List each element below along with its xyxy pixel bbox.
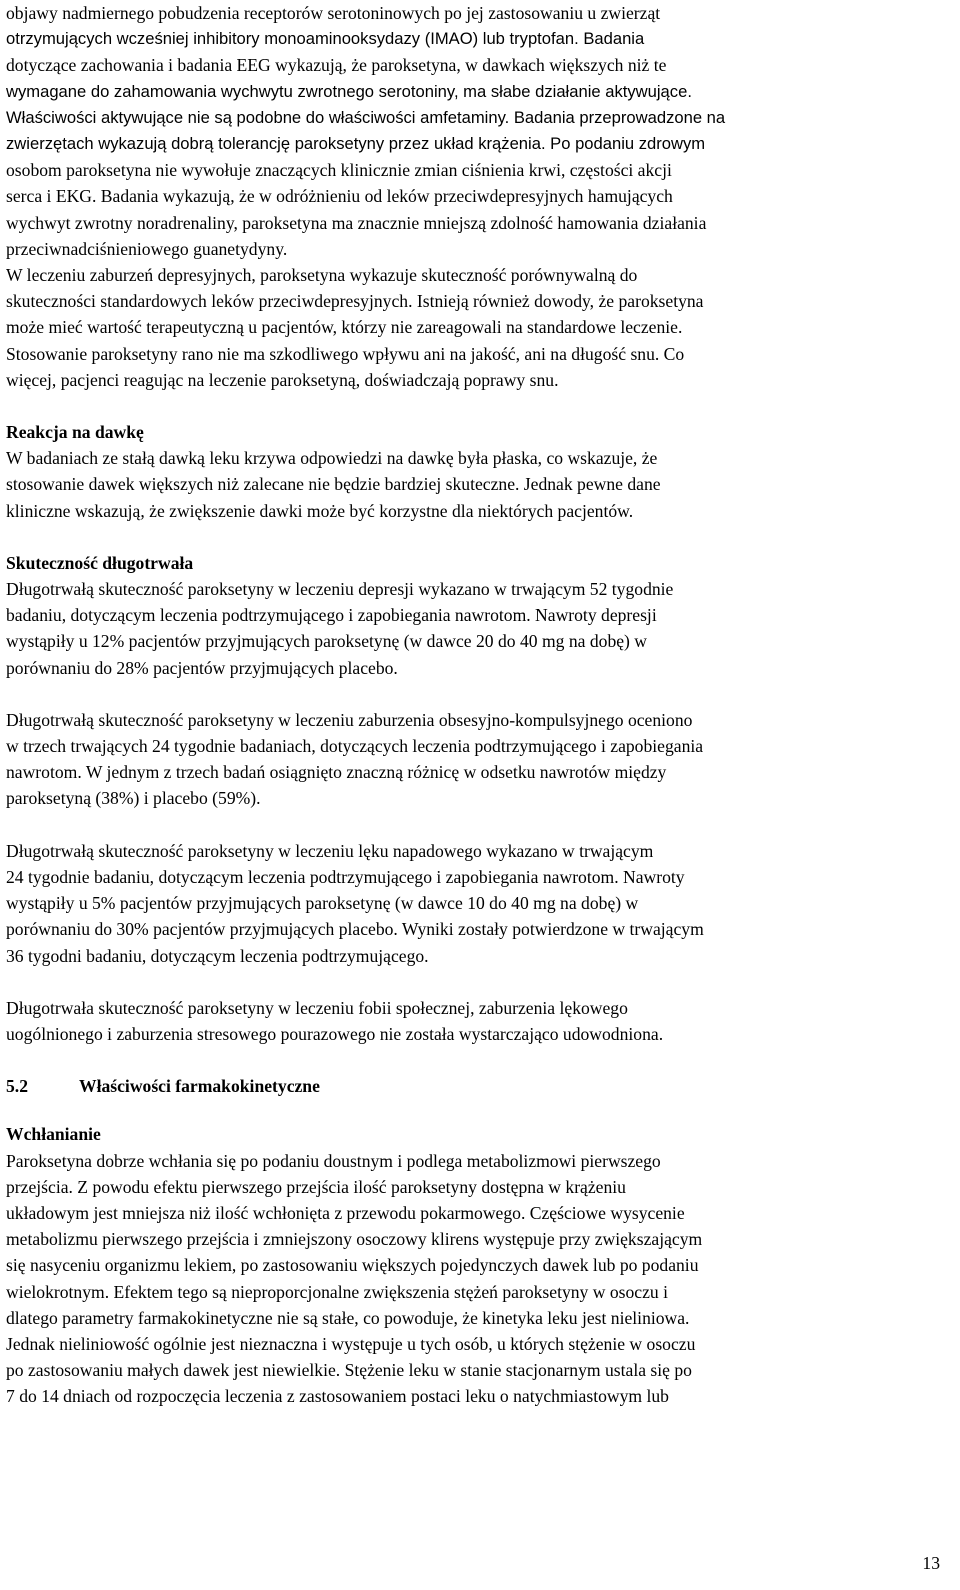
text-line: Długotrwała skuteczność paroksetyny w leczeniu fobii społecznej, zaburzenia lękowego <box>6 997 628 1018</box>
document-page <box>6 0 954 1410</box>
text-line: kliniczne wskazują, że zwiększenie dawki może być korzystne dla niektórych pacjentów. <box>6 500 634 521</box>
section-heading: Skuteczność długotrwała <box>6 552 194 573</box>
text-line: porównaniu do 28% pacjentów przyjmujących placebo. <box>6 657 398 678</box>
text-line: W badaniach ze stałą dawką leku krzywa odpowiedzi na dawkę była płaska, co wskazuje, że <box>6 448 658 469</box>
text-line: zwierzętach wykazują dobrą tolerancję paroksetyny przez układ krążenia. Po podaniu zdrowym <box>6 134 706 154</box>
text-line: Długotrwałą skuteczność paroksetyny w leczeniu depresji wykazano w trwającym 52 tygodnie <box>6 579 674 600</box>
text-line: dlatego parametry farmakokinetyczne nie są stałe, co powoduje, że kinetyka leku jest nieliniowa. <box>6 1307 690 1328</box>
text-line: wystąpiły u 12% pacjentów przyjmujących paroksetynę (w dawce 20 do 40 mg na dobę) w <box>6 631 648 652</box>
text-line: porównaniu do 30% pacjentów przyjmujących placebo. Wyniki zostały potwierdzone w trwającym <box>6 919 704 940</box>
text-line: serca i EKG. Badania wykazują, że w odróżnieniu od leków przeciwdepresyjnych hamujących <box>6 186 673 207</box>
text-line: stosowanie dawek większych niż zalecane nie będzie bardziej skuteczne. Jednak pewne dane <box>6 474 661 495</box>
dose-response-section <box>6 419 954 524</box>
text-line: 7 do 14 dniach od rozpoczęcia leczenia z zastosowaniem postaci leku o natychmiastowym lub <box>6 1386 669 1407</box>
spacer <box>6 1099 954 1121</box>
text-line: Paroksetyna dobrze wchłania się po podaniu doustnym i podlega metabolizmowi pierwszego <box>6 1150 661 1171</box>
spacer <box>6 1047 954 1073</box>
text-line: metabolizmu pierwszego przejścia i zmniejszony osoczowy klirens występuje przy zwiększającym <box>6 1229 703 1250</box>
text-line: otrzymujących wcześniej inhibitory monoaminooksydazy (IMAO) lub tryptofan. Badania <box>6 29 645 49</box>
text-line: przeciwnadciśnieniowego guanetydyny. <box>6 238 288 259</box>
text-line: 36 tygodni badaniu, dotyczącym leczenia podtrzymującego. <box>6 945 429 966</box>
spacer <box>6 681 954 707</box>
long-term-section <box>6 550 954 1047</box>
text-line: Długotrwałą skuteczność paroksetyny w leczeniu zaburzenia obsesyjno-kompulsyjnego oceniono <box>6 709 693 730</box>
text-line: uogólnionego i zaburzenia stresowego pourazowego nie została wystarczająco udowodniona. <box>6 1023 664 1044</box>
text-line: w trzech trwających 24 tygodnie badaniach, dotyczących leczenia podtrzymującego i zapobiegania <box>6 736 704 757</box>
text-line: się nasyceniu organizmu lekiem, po zastosowaniu większych pojedynczych dawek lub po podaniu <box>6 1255 699 1276</box>
spacer <box>6 812 954 838</box>
text-line: nawrotom. W jednym z trzech badań osiągnięto znaczną różnicę w odsetku nawrotów między <box>6 762 667 783</box>
spacer <box>6 969 954 995</box>
text-line: wystąpiły u 5% pacjentów przyjmujących paroksetynę (w dawce 10 do 40 mg na dobę) w <box>6 893 639 914</box>
section-heading: Reakcja na dawkę <box>6 422 144 443</box>
page-number: 13 <box>922 1553 940 1573</box>
text-line: skuteczności standardowych leków przeciwdepresyjnych. Istnieją również dowody, że paroksetyna <box>6 291 704 312</box>
spacer <box>6 393 954 419</box>
text-line: W leczeniu zaburzeń depresyjnych, paroksetyna wykazuje skuteczność porównywalną do <box>6 265 638 286</box>
text-line: badaniu, dotyczącym leczenia podtrzymującego i zapobiegania nawrotom. Nawroty depresji <box>6 605 657 626</box>
intro-paragraph <box>6 0 954 393</box>
text-line: wychwyt zwrotny noradrenaliny, paroksetyna ma znacznie mniejszą zdolność hamowania działania <box>6 212 707 233</box>
absorption-section <box>6 1121 954 1409</box>
section-heading: Wchłanianie <box>6 1124 101 1145</box>
text-line: Stosowanie paroksetyny rano nie ma szkodliwego wpływu ani na jakość, ani na długość snu. Co <box>6 343 685 364</box>
text-line: dotyczące zachowania i badania EEG wykazują, że paroksetyna, w dawkach większych niż te <box>6 55 667 76</box>
text-line: Właściwości aktywujące nie są podobne do właściwości amfetaminy. Badania przeprowadzone na <box>6 107 726 127</box>
text-line: Długotrwałą skuteczność paroksetyny w leczeniu lęku napadowego wykazano w trwającym <box>6 840 654 861</box>
text-line: osobom paroksetyna nie wywołuje znaczących klinicznie zmian ciśnienia krwi, częstości akcji <box>6 160 672 181</box>
text-line: 24 tygodnie badaniu, dotyczącym leczenia podtrzymującego i zapobiegania nawrotom. Nawroty <box>6 866 685 887</box>
spacer <box>6 524 954 550</box>
text-line: paroksetyną (38%) i placebo (59%). <box>6 788 261 809</box>
section-number: 5.2 <box>6 1076 28 1097</box>
text-line: wielokrotnym. Efektem tego są nieproporcjonalne zwiększenia stężeń paroksetyny w osoczu i <box>6 1281 668 1302</box>
text-line: więcej, pacjenci reagując na leczenie paroksetyną, doświadczają poprawy snu. <box>6 369 559 390</box>
text-line: może mieć wartość terapeutyczną u pacjentów, którzy nie zareagowali na standardowe leczenie. <box>6 317 683 338</box>
text-line: układowym jest mniejsza niż ilość wchłonięta z przewodu pokarmowego. Częściowe wysycenie <box>6 1202 685 1223</box>
text-line: objawy nadmiernego pobudzenia receptorów serotoninowych po jej zastosowaniu u zwierząt <box>6 3 661 23</box>
section-title: Właściwości farmakokinetyczne <box>79 1076 320 1097</box>
text-line: Jednak nieliniowość ogólnie jest nieznaczna i występuje u tych osób, u których stężenie w osoczu <box>6 1333 696 1354</box>
text-line: wymagane do zahamowania wychwytu zwrotnego serotoniny, ma słabe działanie aktywujące. <box>6 81 692 101</box>
section-5-2-heading <box>6 1073 954 1099</box>
text-line: przejścia. Z powodu efektu pierwszego przejścia ilość paroksetyny dostępna w krążeniu <box>6 1176 626 1197</box>
text-line: po zastosowaniu małych dawek jest niewielkie. Stężenie leku w stanie stacjonarnym ustala się po <box>6 1360 692 1381</box>
